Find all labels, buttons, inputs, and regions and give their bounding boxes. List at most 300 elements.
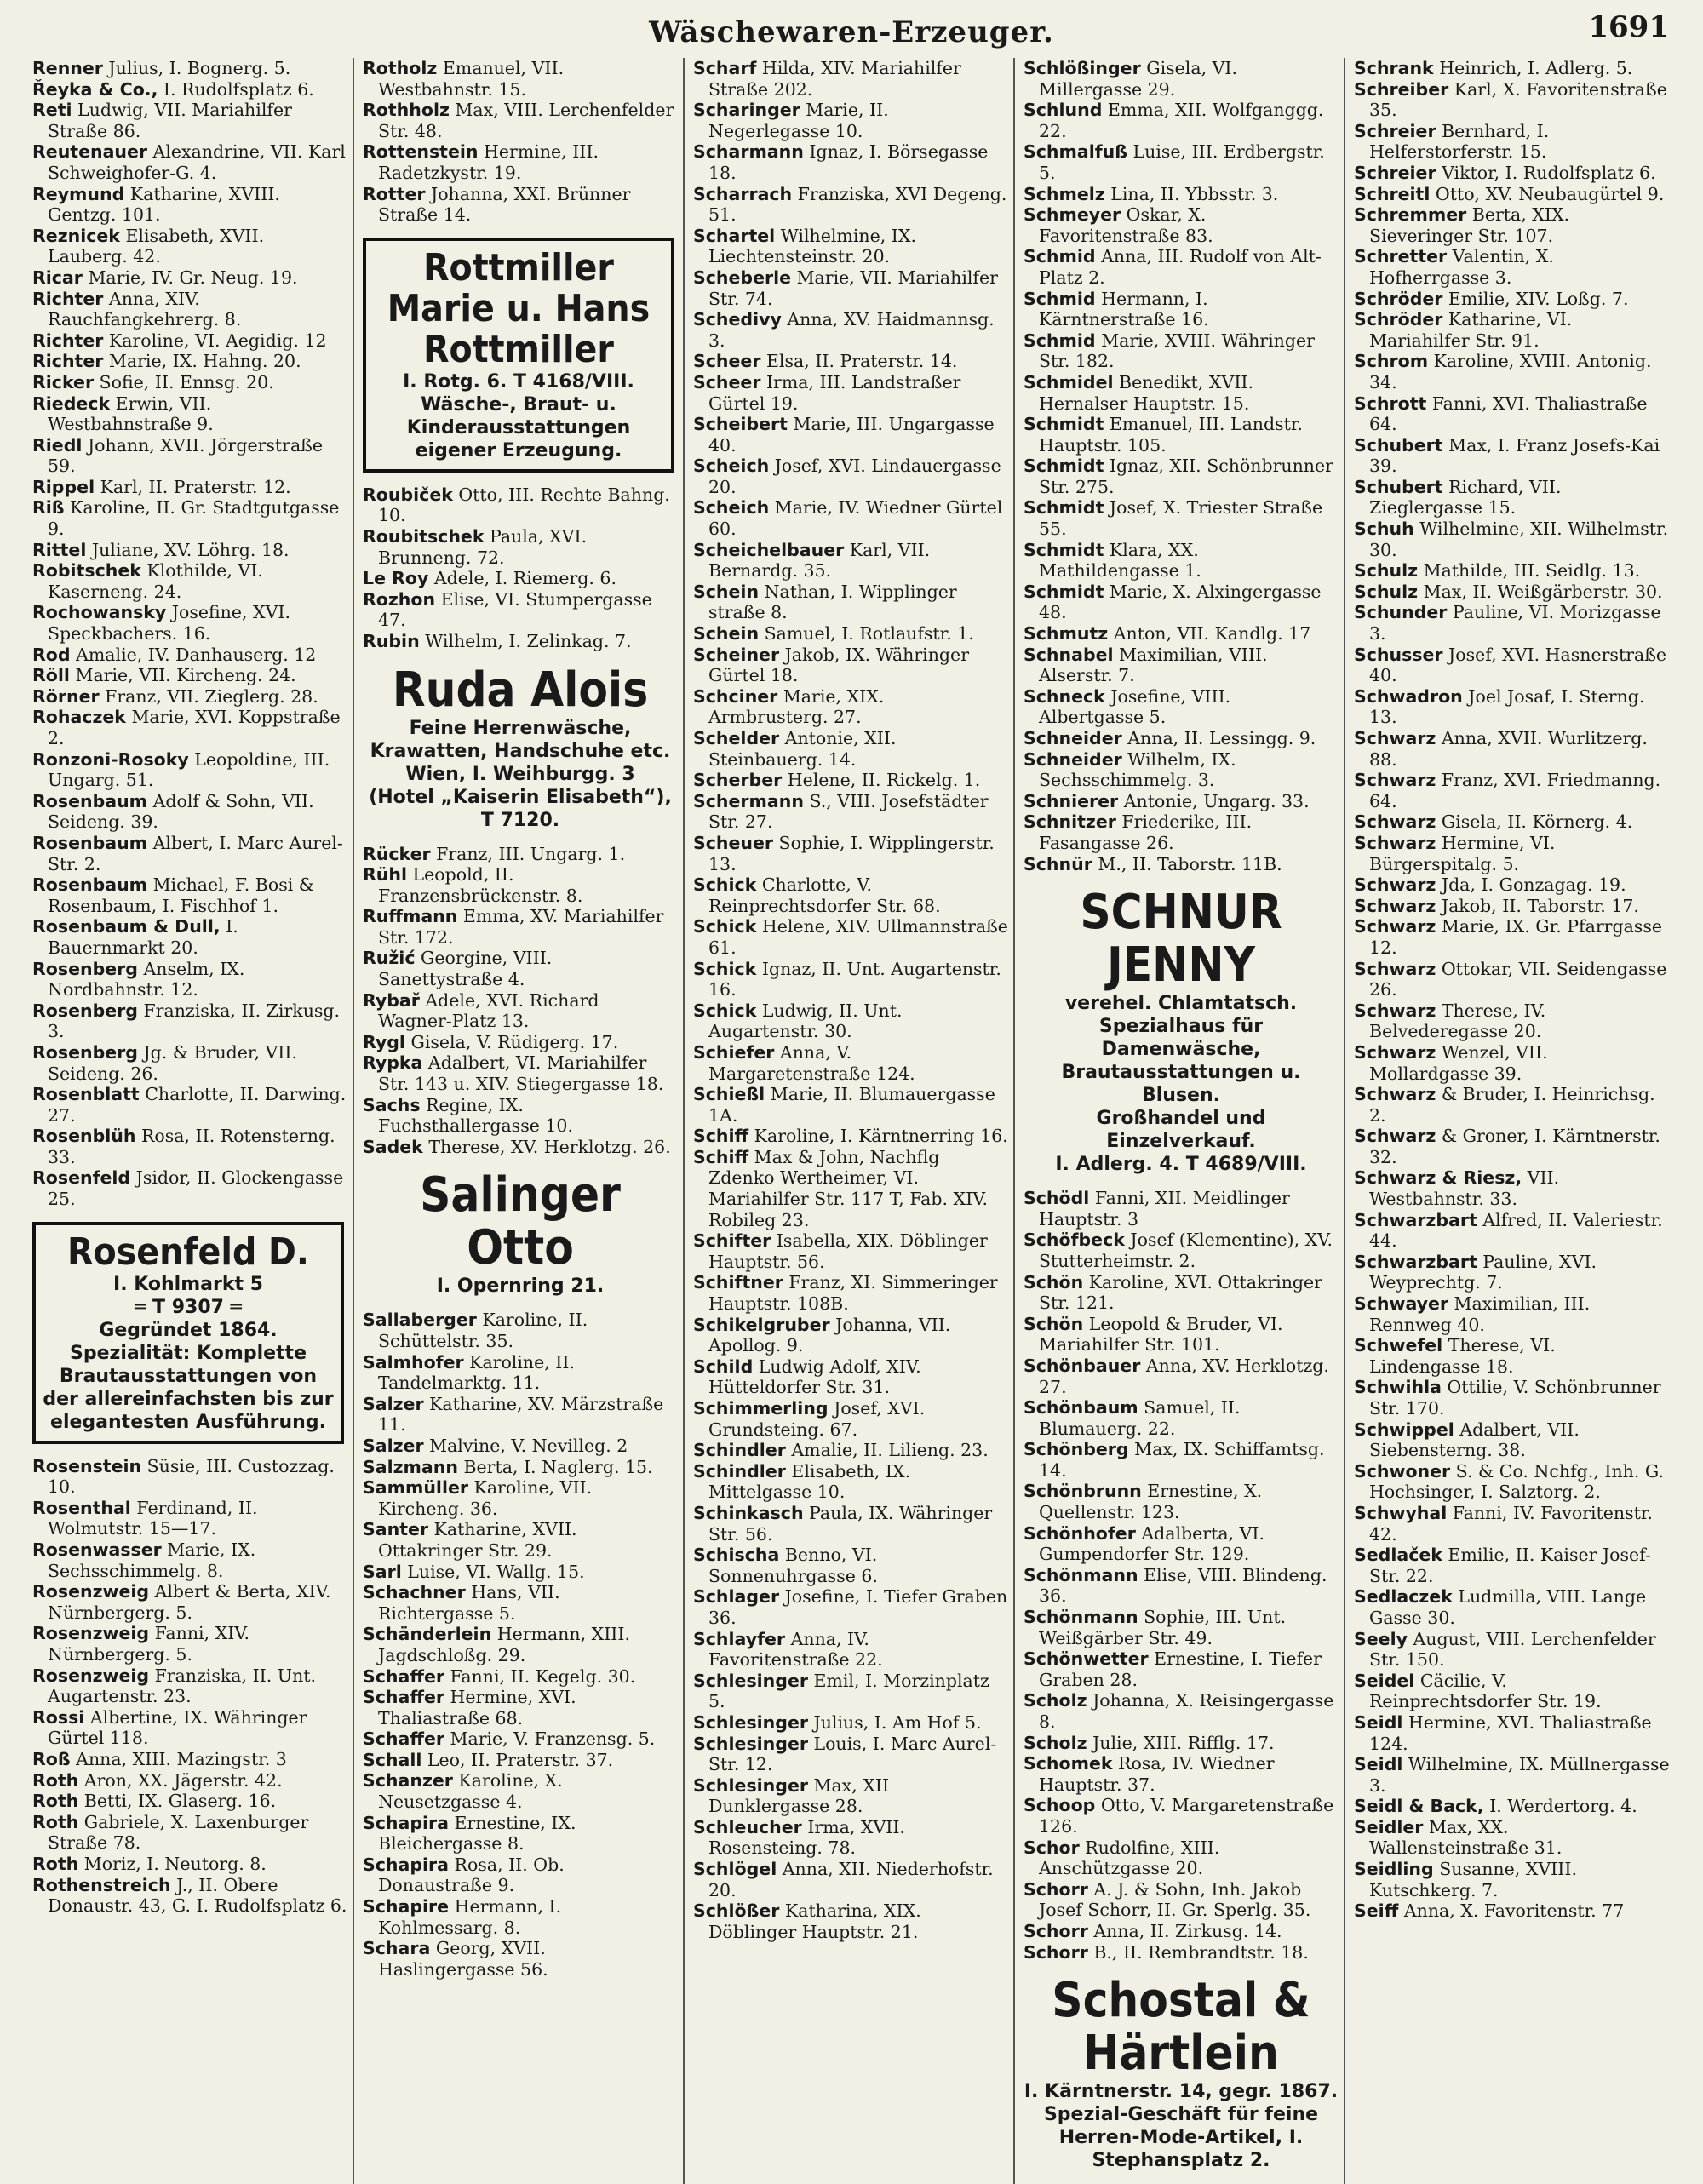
entry-name: Rippel <box>32 476 95 497</box>
entry-name: Roß <box>32 1748 71 1769</box>
entry-name: Schimmerling <box>693 1398 829 1419</box>
entry-name: Salzmann <box>363 1456 458 1477</box>
entry-details: Antonie, Ungarg. 33. <box>1118 790 1310 811</box>
directory-entry <box>1024 1272 1339 1314</box>
entry-details: Lina, II. Ybbsstr. 3. <box>1104 183 1279 204</box>
directory-entry <box>363 1666 678 1688</box>
entry-details: Ernestine, I. Tiefer Graben 28. <box>1039 1648 1322 1690</box>
entry-name: Schwarzbart <box>1354 1251 1477 1272</box>
entry-details: Max, II. Weißgärberstr. 30. <box>1418 581 1663 602</box>
entry-details: Max, I. Franz Josefs-Kai 39. <box>1369 434 1660 477</box>
entry-name: Schleucher <box>693 1816 802 1837</box>
entry-details: Emma, XV. Mariahilfer Str. 172. <box>378 906 664 948</box>
entry-details: Berta, I. Naglerg. 15. <box>457 1456 653 1477</box>
entry-name: Schuh <box>1354 519 1414 540</box>
entry-name: Schrom <box>1354 351 1429 372</box>
entry-name: Schänderlein <box>363 1624 492 1645</box>
entry-name: Rosenblüh <box>32 1126 136 1147</box>
entry-name: Schmid <box>1024 330 1096 351</box>
entry-details: Ottilie, V. Schönbrunner Str. 170. <box>1369 1377 1661 1419</box>
directory-entry <box>1024 1523 1339 1565</box>
entry-name: Schretter <box>1354 246 1448 267</box>
directory-entry <box>693 1859 1008 1900</box>
directory-entry <box>1024 1921 1339 1942</box>
entry-name: Schmutz <box>1024 623 1109 645</box>
column-1 <box>32 58 354 2184</box>
entry-name: Schwadron <box>1354 685 1463 707</box>
entry-name: Rosenzweig <box>32 1665 150 1686</box>
directory-entry <box>693 1671 1008 1712</box>
directory-entry <box>32 435 347 477</box>
entry-details: Hans, VII. Richtergasse 5. <box>378 1582 560 1624</box>
entry-details: Albert, I. Marc Aurel-Str. 2. <box>48 832 343 874</box>
entry-details: Marie, II. Negerlegasse 10. <box>708 100 889 141</box>
entry-name: Schön <box>1024 1271 1084 1293</box>
entry-name: Rosenbaum & Dull, <box>32 916 221 937</box>
entry-name: Schönmann <box>1024 1564 1138 1585</box>
entry-name: Ružić <box>363 948 416 969</box>
entry-details: Josef, XVI. Hasnerstraße 40. <box>1369 644 1667 686</box>
entry-details: Katharine, VI. Mariahilfer Str. 91. <box>1369 309 1573 351</box>
directory-entry <box>1024 204 1339 246</box>
entry-details: Anna, X. Favoritenstr. 77 <box>1398 1900 1625 1922</box>
directory-entry <box>1354 1293 1671 1335</box>
entry-details: Emma, XII. Wolfganggg. 22. <box>1039 100 1324 141</box>
directory-entry <box>32 1084 347 1126</box>
entry-name: Schwarz <box>1354 1084 1436 1105</box>
directory-entry <box>363 526 678 568</box>
directory-entry <box>1024 1230 1339 1271</box>
entry-details: Adele, XVI. Richard Wagner-Platz 13. <box>378 989 599 1032</box>
entry-name: Rygl <box>363 1031 405 1052</box>
directory-entry <box>32 1623 347 1665</box>
directory-entry <box>32 1456 347 1498</box>
entry-name: Scholz <box>1024 1690 1087 1711</box>
directory-entry <box>1024 540 1339 582</box>
entry-name: Roth <box>32 1769 79 1791</box>
ad-line: ═ T 9307 ═ <box>135 1296 242 1318</box>
entry-details: Marie, XVIII. Währinger Str. 182. <box>1039 330 1315 372</box>
entry-name: Schießl <box>693 1084 765 1105</box>
entry-details: Susanne, XVIII. Kutschkerg. 7. <box>1369 1859 1577 1900</box>
ad-line: verehel. Chlamtatsch. <box>1064 993 1298 1015</box>
entry-name: Sarl <box>363 1561 402 1582</box>
entry-name: Salmhofer <box>363 1351 464 1373</box>
entry-details: Luise, VI. Wallg. 15. <box>401 1561 585 1582</box>
directory-entry <box>1354 1586 1671 1628</box>
entry-name: Scheibert <box>693 414 788 435</box>
directory-entry <box>363 1095 678 1137</box>
directory-entry <box>363 1032 678 1053</box>
entry-name: Schwarz <box>1354 874 1436 896</box>
directory-entry <box>1024 1607 1339 1648</box>
entry-name: Schneider <box>1024 748 1122 770</box>
directory-entry <box>363 184 678 226</box>
entry-name: Rörner <box>32 685 100 707</box>
directory-entry <box>32 1875 347 1917</box>
entry-name: Schelder <box>693 728 780 748</box>
directory-entry <box>1024 1439 1339 1481</box>
entry-details: Wilhelm, IX. Sechsschimmelg. 3. <box>1039 748 1236 791</box>
entry-details: VII. Westbahnstr. 33. <box>1369 1167 1560 1210</box>
entry-name: Seely <box>1354 1628 1408 1649</box>
directory-entry <box>363 1457 678 1478</box>
entry-details: Karoline, II. Schüttelstr. 35. <box>378 1310 588 1351</box>
directory-entry <box>1024 1481 1339 1522</box>
entry-name: Reutenauer <box>32 141 148 163</box>
entry-details: Fanni, IV. Favoritenstr. 42. <box>1369 1502 1653 1545</box>
directory-entry <box>32 1126 347 1167</box>
directory-entry <box>1024 1942 1339 1963</box>
directory-entry <box>1024 414 1339 456</box>
directory-entry <box>693 58 1008 100</box>
ad-line: Wäsche-, Braut- u. Kinderausstattungen eigener Erzeugung. <box>406 393 631 461</box>
entry-name: Schorr <box>1024 1941 1088 1963</box>
entry-details: Rosa, IV. Wiedner Hauptstr. 37. <box>1039 1753 1275 1795</box>
entry-name: Rotter <box>363 183 426 204</box>
entry-details: I. Werdertorg. 4. <box>1483 1796 1637 1817</box>
entry-name: Schiefer <box>693 1041 775 1063</box>
entry-details: Viktor, I. Rudolfsplatz 6. <box>1436 162 1656 183</box>
entry-details: Fanni, XVI. Thaliastraße 64. <box>1369 393 1648 435</box>
entry-details: Marie, XVI. Koppstraße 2. <box>48 707 341 748</box>
entry-name: Schapire <box>363 1896 450 1917</box>
directory-entry <box>1354 309 1671 351</box>
entry-details: Franz, VII. Zieglerg. 28. <box>99 685 318 707</box>
directory-entry <box>32 330 347 352</box>
directory-entry <box>693 959 1008 1000</box>
entry-name: Riedl <box>32 434 83 456</box>
entry-name: Seiff <box>1354 1900 1399 1922</box>
entry-details: Alfred, II. Valeriestr. 44. <box>1369 1209 1663 1252</box>
entry-name: Richter <box>32 351 104 372</box>
entry-details: Emil, I. Morzinplatz 5. <box>708 1670 989 1712</box>
directory-entry <box>32 58 347 79</box>
directory-entry <box>1354 79 1671 121</box>
directory-entry <box>693 833 1008 874</box>
directory-entry <box>32 540 347 561</box>
entry-details: Johanna, VII. Apollog. 9. <box>708 1314 951 1356</box>
entry-name: Richter <box>32 330 104 351</box>
entry-name: Schwoner <box>1354 1460 1451 1482</box>
entry-name: Rittel <box>32 539 87 560</box>
directory-entry <box>1024 645 1339 686</box>
directory-entry <box>363 484 678 526</box>
columns-container <box>32 58 1676 2172</box>
entry-name: Seidl & Back, <box>1354 1796 1484 1817</box>
entry-details: Isabella, XIX. Döblinger Hauptstr. 56. <box>708 1230 988 1272</box>
directory-entry <box>693 226 1008 267</box>
directory-entry <box>693 1629 1008 1671</box>
entry-details: Anselm, IX. Nordbahnstr. 12. <box>48 958 245 1000</box>
entry-name: Schick <box>693 958 757 979</box>
entry-name: Schmidt <box>1024 414 1104 435</box>
entry-details: Max, VIII. Lerchenfelder Str. 48. <box>378 100 674 141</box>
entry-details: Klara, XX. Mathildengasse 1. <box>1039 539 1201 582</box>
entry-name: Schrank <box>1354 58 1434 78</box>
entry-name: Schein <box>693 623 760 645</box>
entry-details: Fanni, XIV. Nürnbergerg. 5. <box>48 1623 250 1665</box>
entry-details: Max & John, Nachflg Zdenko Wertheimer, VI. Mariahilfer Str. 117 T, Fab. XIV. Robileg 23. <box>708 1146 988 1230</box>
directory-entry <box>1354 959 1671 1000</box>
entry-name: Schmidt <box>1024 456 1104 477</box>
entry-details: Leo, II. Praterstr. 37. <box>421 1749 614 1770</box>
directory-entry <box>1024 1314 1339 1356</box>
entry-name: Schunder <box>1354 602 1448 623</box>
entry-details: Josefine, I. Tiefer Graben 36. <box>708 1586 1008 1628</box>
entry-name: Schwarz <box>1354 895 1436 916</box>
directory-entry <box>1354 1126 1671 1167</box>
directory-entry <box>32 497 347 539</box>
directory-entry <box>32 1791 347 1812</box>
directory-entry <box>1354 686 1671 728</box>
entry-details: Johanna, XXI. Brünner Straße 14. <box>378 183 631 226</box>
entry-name: Rybař <box>363 989 420 1011</box>
entry-name: Reymund <box>32 183 125 204</box>
entry-name: Schwarz <box>1354 958 1436 979</box>
entry-details: Paula, IX. Währinger Str. 56. <box>708 1502 993 1545</box>
entry-name: Schwarz <box>1354 1000 1436 1021</box>
directory-entry <box>1354 602 1671 644</box>
entry-name: Schara <box>363 1938 431 1959</box>
entry-name: Schlesinger <box>693 1711 808 1733</box>
directory-entry <box>32 833 347 874</box>
entry-name: Schubert <box>1354 476 1443 497</box>
entry-name: Roth <box>32 1853 79 1874</box>
entry-name: Roth <box>32 1811 79 1832</box>
directory-entry <box>693 1042 1008 1084</box>
entry-name: Robitschek <box>32 560 141 582</box>
entry-name: Schiftner <box>693 1272 783 1293</box>
entry-name: Schinkasch <box>693 1502 804 1523</box>
entry-name: Schlößinger <box>1024 58 1141 78</box>
directory-entry <box>32 141 347 183</box>
entry-name: Rosenbaum <box>32 790 148 811</box>
directory-entry <box>363 1137 678 1158</box>
directory-entry <box>1354 393 1671 435</box>
entry-details: Josefine, XVI. Speckbachers. 16. <box>48 602 291 645</box>
entry-details: Hermann, I. Kärntnerstraße 16. <box>1039 288 1209 330</box>
directory-entry <box>1024 1795 1339 1837</box>
entry-details: Moriz, I. Neutorg. 8. <box>78 1853 267 1874</box>
entry-details: Albert & Berta, XIV. Nürnbergerg. 5. <box>48 1581 331 1623</box>
entry-details: Marie, VII. Mariahilfer Str. 74. <box>708 267 998 309</box>
entry-name: Schröder <box>1354 309 1443 330</box>
entry-name: Rothenstreich <box>32 1874 171 1895</box>
entry-name: Roth <box>32 1791 79 1812</box>
column-5 <box>1354 58 1676 2184</box>
entry-name: Schwihla <box>1354 1377 1442 1398</box>
entry-name: Sedlaček <box>1354 1545 1442 1566</box>
entry-name: Schedivy <box>693 309 782 330</box>
entry-details: Albertine, IX. Währinger Gürtel 118. <box>48 1706 307 1749</box>
entry-details: Anna, II. Lessingg. 9. <box>1121 728 1316 748</box>
entry-details: Oskar, X. Favoritenstraße 83. <box>1039 204 1213 246</box>
directory-entry <box>32 1770 347 1791</box>
entry-details: Anna, XVII. Wurlitzerg. 88. <box>1369 728 1648 770</box>
entry-name: Scheichelbauer <box>693 539 845 560</box>
entry-details: Cäcilie, V. Reinprechtsdorfer Str. 19. <box>1369 1670 1602 1712</box>
entry-name: Schwefel <box>1354 1335 1443 1356</box>
entry-details: Karoline, X. Neusetzgasse 4. <box>378 1770 563 1813</box>
directory-entry <box>32 1539 347 1581</box>
ad-heading: Ruda Alois <box>392 662 649 718</box>
directory-entry <box>32 184 347 226</box>
directory-entry <box>1354 121 1671 163</box>
entry-details: Antonie, XII. Steinbauerg. 14. <box>708 728 897 770</box>
entry-details: Louis, I. Marc Aurel-Str. 12. <box>708 1733 997 1775</box>
entry-name: Schorr <box>1024 1920 1088 1941</box>
entry-details: Sofie, II. Ennsg. 20. <box>94 371 274 393</box>
entry-details: Josef, XVI. Grundsteing. 67. <box>708 1398 926 1440</box>
entry-name: Schikelgruber <box>693 1314 830 1335</box>
entry-details: Franz, XVI. Friedmanng. 64. <box>1369 770 1661 811</box>
entry-name: Schrott <box>1354 393 1427 414</box>
directory-entry <box>32 874 347 916</box>
entry-details: Anna, XV. Haidmannsg. 3. <box>708 309 995 351</box>
directory-entry <box>1354 560 1671 582</box>
directory-entry <box>1354 204 1671 246</box>
entry-name: Schreitl <box>1354 183 1431 204</box>
entry-name: Schapira <box>363 1854 449 1875</box>
directory-entry <box>693 100 1008 141</box>
entry-name: Schmidel <box>1024 371 1114 393</box>
entry-name: Schön <box>1024 1313 1084 1334</box>
directory-entry <box>1354 477 1671 519</box>
entry-details: Hilda, XIV. Mariahilfer Straße 202. <box>708 58 961 100</box>
directory-entry <box>693 874 1008 916</box>
entry-name: Schönmann <box>1024 1607 1138 1628</box>
entry-details: Valentin, X. Hofherrgasse 3. <box>1369 246 1554 288</box>
directory-entry <box>32 1665 347 1707</box>
directory-entry <box>1354 246 1671 288</box>
entry-details: Marie, XIX. Armbrusterg. 27. <box>708 685 885 728</box>
directory-entry <box>1024 1690 1339 1732</box>
directory-entry <box>693 372 1008 414</box>
directory-entry <box>1354 1210 1671 1252</box>
entry-details: & Bruder, I. Heinrichsg. 2. <box>1369 1084 1655 1126</box>
entry-name: Sedlaczek <box>1354 1586 1453 1608</box>
entry-name: Rotholz <box>363 58 438 78</box>
entry-details: Samuel, II. Blumauerg. 22. <box>1039 1397 1241 1439</box>
entry-name: Schciner <box>693 685 778 707</box>
entry-name: Schwarz <box>1354 1041 1436 1063</box>
entry-name: Schlayfer <box>693 1628 786 1649</box>
entry-name: Rosenberg <box>32 1041 138 1063</box>
ad-line: Großhandel und Einzelverkauf. <box>1096 1108 1266 1153</box>
entry-name: Schein <box>693 581 760 602</box>
entry-name: Schiff <box>693 1146 749 1167</box>
entry-name: Rod <box>32 644 71 665</box>
entry-details: Anna, XV. Herklotzg. 27. <box>1039 1355 1329 1397</box>
entry-name: Schlögel <box>693 1859 777 1880</box>
entry-name: Salzer <box>363 1393 424 1414</box>
entry-details: & Groner, I. Kärntnerstr. 32. <box>1369 1126 1660 1167</box>
directory-entry <box>693 351 1008 372</box>
entry-name: Schall <box>363 1749 422 1770</box>
entry-details: S., VIII. Josefstädter Str. 27. <box>708 790 989 833</box>
entry-name: Rosenzweig <box>32 1581 150 1602</box>
entry-name: Schönwetter <box>1024 1648 1149 1670</box>
directory-entry <box>32 1749 347 1770</box>
entry-name: Schusser <box>1354 644 1443 665</box>
entry-name: Schönbaum <box>1024 1397 1138 1419</box>
directory-entry <box>1024 1188 1339 1230</box>
directory-entry <box>693 1356 1008 1398</box>
entry-details: Irma, XVII. Rosensteing. 78. <box>708 1816 906 1859</box>
directory-entry <box>1024 749 1339 791</box>
entry-name: Scheiner <box>693 644 780 665</box>
entry-name: Reti <box>32 100 72 121</box>
entry-details: Erwin, VII. Westbahnstraße 9. <box>48 393 214 435</box>
entry-name: Riedeck <box>32 393 111 414</box>
entry-details: M., II. Taborstr. 11B. <box>1092 853 1282 874</box>
directory-entry <box>693 645 1008 686</box>
entry-details: Max, XX. Wallensteinstraße 31. <box>1369 1816 1563 1859</box>
directory-entry <box>693 770 1008 791</box>
entry-name: Schlager <box>693 1586 780 1608</box>
directory-entry <box>1024 372 1339 414</box>
entry-name: Schmid <box>1024 288 1096 309</box>
entry-name: Schwarz <box>1354 728 1436 748</box>
entry-name: Řeyka & Co., <box>32 78 158 100</box>
entry-name: Scholz <box>1024 1732 1087 1753</box>
entry-details: Karoline, VI. Aegidig. 12 <box>103 330 327 351</box>
directory-entry <box>1354 1167 1671 1209</box>
entry-details: Max, XII Dunklergasse 28. <box>708 1774 890 1817</box>
directory-entry <box>363 1052 678 1094</box>
directory-entry <box>1354 1252 1671 1293</box>
entry-details: Jda, I. Gonzagag. 19. <box>1436 874 1626 896</box>
directory-entry <box>363 906 678 948</box>
entry-name: Schnitzer <box>1024 811 1116 833</box>
directory-entry <box>32 959 347 1000</box>
entry-name: Rosenzweig <box>32 1623 150 1644</box>
entry-name: Schneider <box>1024 728 1122 748</box>
entry-details: Ferdinand, II. Wolmutstr. 15—17. <box>48 1497 258 1539</box>
entry-name: Schwarz <box>1354 770 1436 791</box>
entry-name: Schachner <box>363 1582 466 1603</box>
directory-entry <box>1354 1817 1671 1859</box>
entry-name: Scheich <box>693 497 770 519</box>
directory-entry <box>32 749 347 791</box>
entry-name: Schönbrunn <box>1024 1481 1142 1502</box>
directory-entry <box>1024 456 1339 497</box>
ad-heading: Rottmiller Marie u. Hans Rottmiller <box>387 245 651 371</box>
entry-name: Schmidt <box>1024 497 1104 519</box>
entry-name: Rosenfeld <box>32 1167 131 1189</box>
directory-entry <box>1354 582 1671 603</box>
entry-name: Schlund <box>1024 100 1103 121</box>
entry-details: Adalbert, VI. Mariahilfer Str. 143 u. XIV. Stiegergasse 18. <box>378 1052 664 1095</box>
entry-details: Amalie, II. Lilieng. 23. <box>785 1440 989 1461</box>
directory-entry <box>693 582 1008 623</box>
entry-details: Hermine, XVI. Thaliastraße 124. <box>1369 1711 1652 1754</box>
directory-entry <box>693 1503 1008 1545</box>
directory-entry <box>693 1147 1008 1230</box>
entry-name: Reznicek <box>32 225 120 246</box>
entry-name: Schick <box>693 1000 757 1021</box>
directory-entry <box>693 1900 1008 1942</box>
directory-entry <box>363 1562 678 1583</box>
entry-name: Schwarz <box>1354 832 1436 853</box>
entry-name: Schnür <box>1024 853 1092 874</box>
entry-details: Bernhard, I. Helferstorferstr. 15. <box>1369 120 1550 163</box>
entry-details: Otto, XV. Neubaugürtel 9. <box>1430 183 1665 204</box>
entry-details: Therese, VI. Lindengasse 18. <box>1369 1335 1556 1377</box>
entry-details: Malvine, V. Nevilleg. 2 <box>423 1435 628 1456</box>
entry-details: Rosa, II. Rotensterng. 33. <box>48 1126 335 1167</box>
